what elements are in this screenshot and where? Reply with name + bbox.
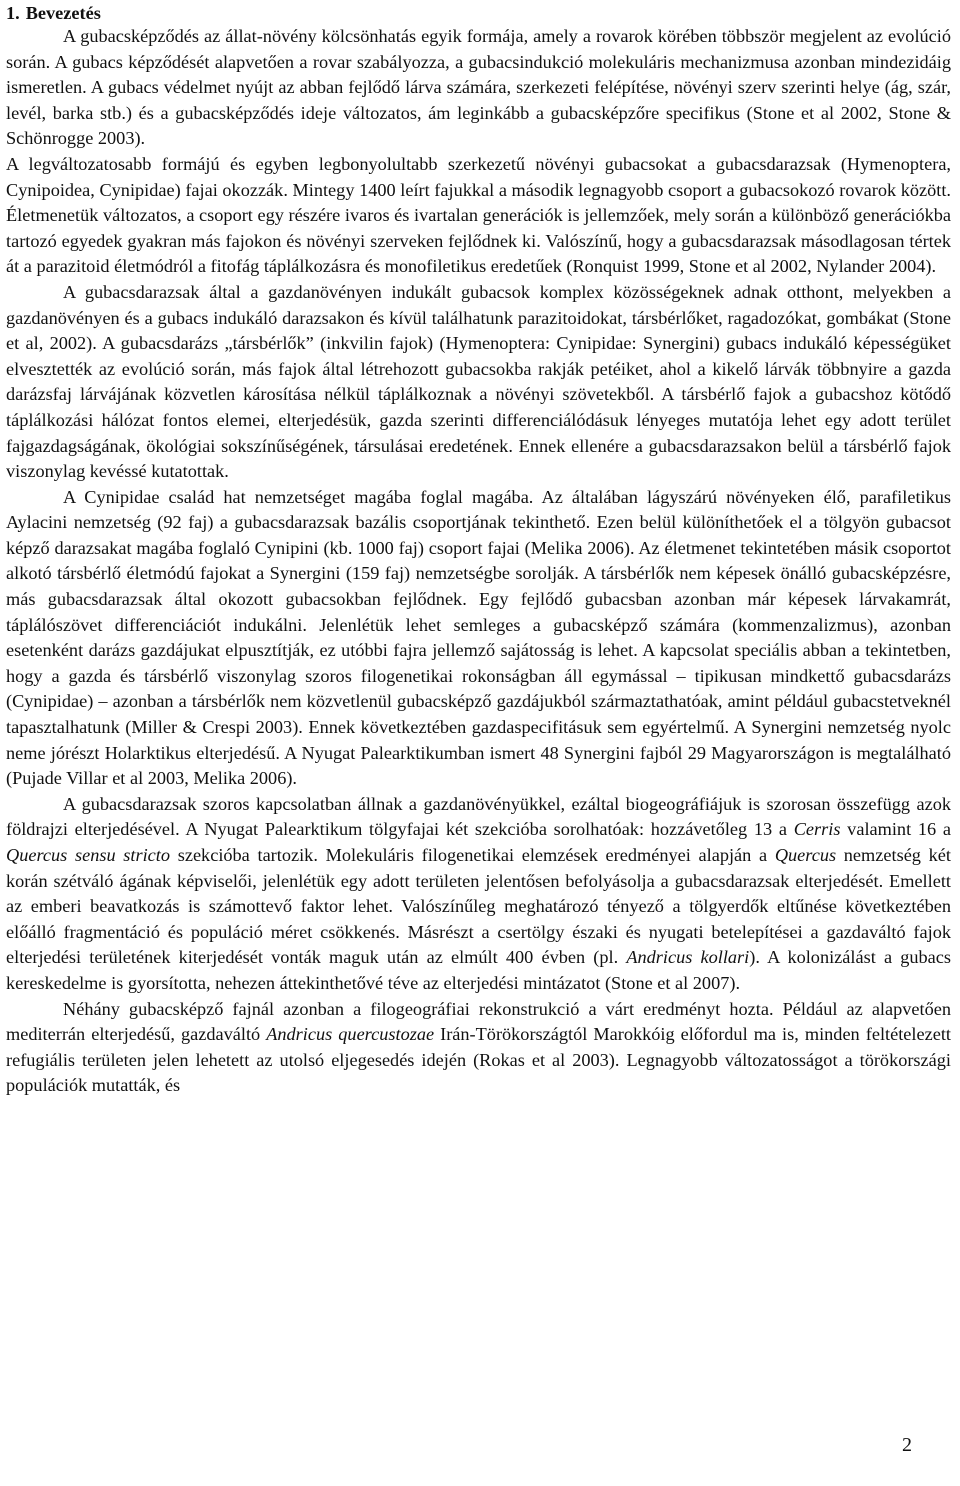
section-heading (6, 2, 951, 24)
section-title: Bevezetés (25, 3, 101, 23)
page-number: 2 (902, 1434, 912, 1456)
text-segment: A Cynipidae család hat nemzetséget magába foglal magába. Az általában lágyszárú növényeken élő, parafiletikus Aylacini nemzetség (92 faj) a gubacsdarazsak bazális csoportjának tekinthető. Ezen belül különíthetőek el a tölgyön gubacsot képző darazsakat magába foglaló Cynipini (kb. 1000 faj) csoport fajai (Melika 2006). Az életmenet tekintetében másik csoportot alkotó társbérlő életmódú fajokat a Synergini (159 faj) nemzetségbe sorolják. A társbérlők nem képesek önálló gubacsképzésre, más gubacsdarazsak által okozott gubacsokban fejlődnek. Egy fejlődő gubacsban azonban már képesek lárvakamrát, táplálószövet differenciációt indukálni. Jelenlétük lehet semleges a gubacsképző számára (kommenzalizmus), azonban esetenként darázs gazdájukat elpusztítják, ez utóbbi fajra jellemző sajátosság is lehet. A kapcsolat speciális abban a tekintetben, hogy a gazda és társbérlő viszonylag szoros filogenetikai rokonságban áll egymással – tipikusan mindkettő gubacsdarázs (Cynipidae) – azonban a társbérlők nem közvetlenül gubacsképző gazdájukból származtathatóak, amint például gubacstetveknél tapasztalhatunk (Miller & Crespi 2003). Ennek következtében gazdaspecifitásuk sem egyértelmű. A Synergini nemzetség nyolc neme jórészt Holarktikus elterjedésű. A Nyugat Palearktikumban ismert 48 Synergini fajból 29 Magyarországon is megtalálható (Pujade Villar et al 2003, Melika 2006). (6, 486, 951, 789)
text-segment: A gubacsképződés az állat-növény kölcsönhatás egyik formája, amely a rovarok körében többször megjelent az evolúció során. A gubacs képződését alapvetően a rovar szabályozza, a gubacsindukció molekuláris mechanizmusa azonban mindezidáig ismeretlen. A gubacs védelmet nyújt az abban fejlődő lárva számára, szerkezeti felépítése, növényi szerv szerinti helye (ág, szár, levél, barka stb.) és a gubacsképződés ideje változatos, ám leginkább a gubacsképzőre specifikus (Stone et al 2002, Stone & Schönrogge 2003). (6, 26, 951, 149)
italic-term: Cerris (793, 819, 841, 840)
paragraph (6, 792, 951, 997)
text-segment: A gubacsdarazsak által a gazdanövényen indukált gubacsok komplex közösségeknek adnak otthont, melyekben a gazdanövényen és a gubacs indukáló darazsakon és kívül találhatunk parazitoidokat, társbérlőket, ragadozókat, gombákat (Stone et al, 2002). A gubacsdarázs „társbérlők” (inkvilin fajok) (Hymenoptera: Cynipidae: Synergini) gubacs indukáló képességüket elvesztették az evolúció során, más fajok által létrehozott gubacsokba rakják petéiket, ahol a kikelő lárvák többnyire a gazda darázsfaj lárvájának közvetlen károsítása nélkül táplálkoznak a növényi szövetekből. A társbérlő fajok a gubacshoz kötődő táplálkozási hálózat fontos elemei, elterjedésük, gazda szerinti differenciálódásuk lényeges mutatója lehet egy adott terület fajgazdagságának, ökológiai sokszínűségének, társulásai eredetének. Ennek ellenére a gubacsdarazsakon belül a társbérlő fajok viszonylag kevéssé kutatottak. (6, 281, 951, 482)
italic-term: Quercus sensu stricto (6, 845, 171, 865)
text-segment: A gubacsdarazsak szoros kapcsolatban állnak a gazdanövényükkel, ezáltal biogeográfiájuk is szorosan összefügg azok földrajzi elterjedésével. A Nyugat Palearktikum tölgyfajai két szekcióba sorolhatóak: hozzávetőleg 13 a (6, 793, 951, 840)
paragraph (6, 997, 951, 1099)
paragraph (6, 280, 951, 485)
section-number: 1. (6, 3, 20, 23)
italic-term: Andricus kollari (626, 947, 750, 968)
text-segment: Néhány gubacsképző fajnál azonban a filogeográfiai rekonstrukció a várt eredményt hozta. Például az alapvetően mediterrán elterjedésű, gazdaváltó (6, 998, 951, 1045)
text-segment: nemzetség két korán szétváló ágának képviselői, jelenlétük egy adott területen jelentősen befolyásolja a gubacsdarazsak elterjedését. Emellett az emberi beavatkozás is számottevő faktor lehet. Valószínűleg meghatározó tényező a tölgyerdők eltűnése következtében előálló fragmentáció és populáció méret csökkenés. Másrészt a csertölgy északi és nyugati betelepítései a gazdaváltó fajok elterjedési területének kiterjedését vonták maguk után az elmúlt 400 évben (pl. (6, 845, 951, 968)
text-segment: Irán-Törökországtól Marokkóig előfordul ma is, minden feltételezett refugiális területen jelen lehetett az utolsó eljegesedés idején (Rokas et al 2003). Legnagyobb változatosságot a törökországi populációk mutatták, és (6, 1024, 951, 1096)
italic-term: Quercus (774, 845, 837, 865)
paragraph (6, 24, 951, 152)
italic-term: Andricus quercustozae (266, 1024, 435, 1045)
body-text (6, 24, 951, 1099)
text-segment: ). A kolonizálást a gubacs kereskedelme is gyorsította, nehezen áttekinthetővé téve az elterjedési mintázatot (Stone et al 2007). (6, 947, 952, 993)
paragraph (6, 485, 951, 792)
text-segment: A legváltozatosabb formájú és egyben legbonyolultabb szerkezetű növényi gubacsokat a gubacsdarazsak (Hymenoptera, Cynipoidea, Cynipidae) fajai okozzák. Mintegy 1400 leírt fajukkal a második legnagyobb csoport a gubacsokozó rovarok között. Életmenetük változatos, a csoport egy részére ivaros és ivartalan generációk is jellemzőek, mely során a különböző generációkba tartozó egyedek gyakran más fajokon és növényi szerveken fejlődnek ki. Valószínű, hogy a gubacsdarazsak másodlagosan tértek át a parazitoid életmódról a fitofág táplálkozásra és monofiletikus eredetűek (Ronquist 1999, Stone et al 2002, Nylander 2004). (6, 153, 951, 277)
text-segment: valamint 16 a (840, 819, 951, 840)
document-page (6, 0, 951, 1099)
paragraph (6, 152, 951, 280)
text-segment: szekcióba tartozik. Molekuláris filogenetikai elemzések eredményei alapján a (170, 845, 775, 865)
